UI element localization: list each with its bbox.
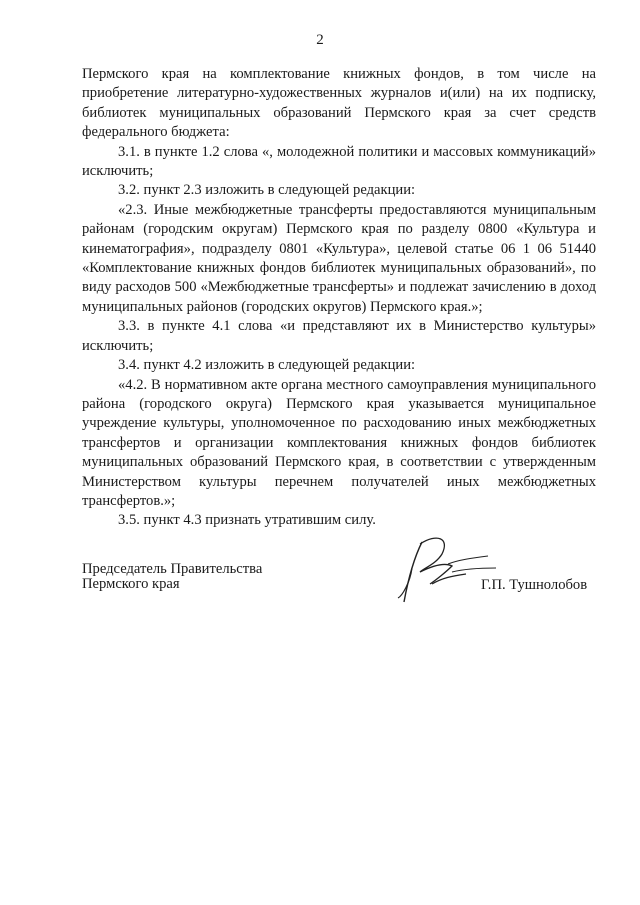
signatory-title	[82, 562, 262, 592]
page-number: 2	[316, 32, 324, 48]
signatory-title-line1: Председатель Правительства	[82, 561, 263, 577]
paragraph-3-4: 3.4. пункт 4.2 изложить в следующей редакции:	[118, 357, 416, 374]
document-body	[82, 65, 596, 531]
paragraph-4-2-text: «4.2. В нормативном акте органа местного самоуправления муниципального района (городского округа) Пермского края указывается муниципальное учреждение культуры, уполномоченное по расходованию иных межбюджетных трансфертов и организации комплектования книжных фондов библиотек муниципальных образований Пермского края, в соответствии с утвержденным Министерством культуры перечнем получателей иных межбюджетных трансфертов.»;	[82, 376, 596, 509]
paragraph-3-2: 3.2. пункт 2.3 изложить в следующей редакции:	[118, 182, 416, 199]
signatory-name: Г.П. Тушнолобов	[481, 577, 588, 593]
paragraph-3-3: 3.3. в пункте 4.1 слова «и представляют их в Министерство культуры» исключить;	[82, 318, 596, 354]
paragraph-2-3-text: «2.3. Иные межбюджетные трансферты предоставляются муниципальным районам (городским округам) Пермского края по разделу 0800 «Культура и кинематография», подразделу 0801 «Культура», целевой статье 06 1 06 51440 «Комплектование книжных фондов библиотек муниципальных образований», по виду расходов 500 «Межбюджетные трансферты» и подлежат зачислению в доход муниципальных районов (городских округов) Пермского края.»;	[82, 201, 596, 315]
paragraph-intro: Пермского края на комплектование книжных фондов, в том числе на приобретение литературно-художественных журналов и(или) на их подписку, библиотек муниципальных образований Пермского края за счет средств федерального бюджета:	[82, 66, 596, 141]
paragraph-3-5: 3.5. пункт 4.3 признать утратившим силу.	[118, 512, 376, 529]
paragraph-3-1: 3.1. в пункте 1.2 слова «, молодежной политики и массовых коммуникаций» исключить;	[82, 143, 596, 180]
signatory-title-line2: Пермского края	[82, 576, 180, 592]
handwritten-signature	[392, 528, 502, 608]
